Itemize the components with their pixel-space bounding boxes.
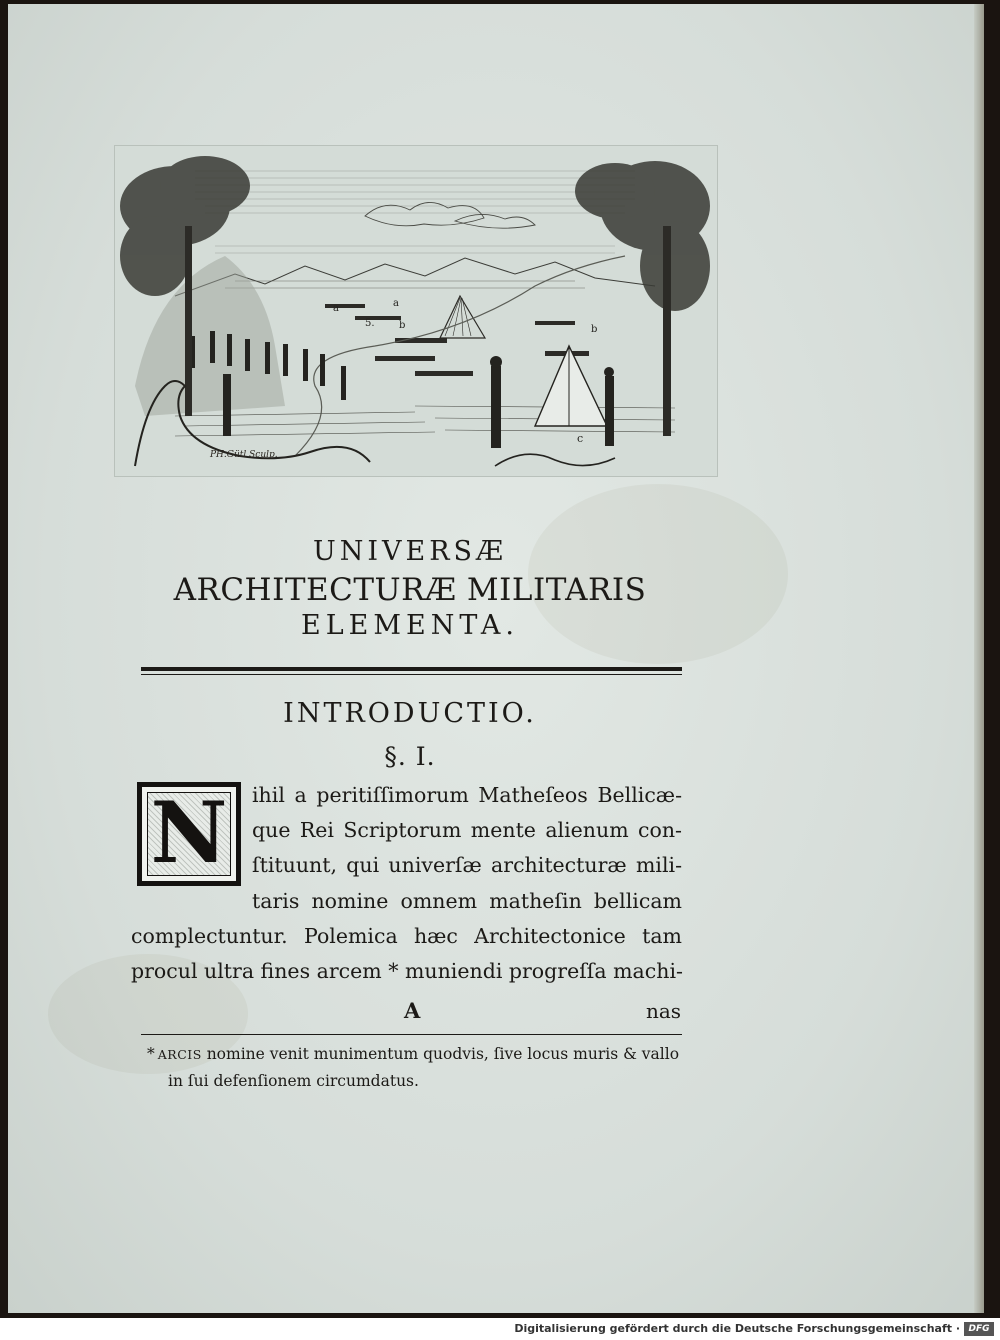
footnote-line-1-text: nomine venit munimentum quodvis, ſive locus muris & vallo [201, 1045, 680, 1063]
svg-text:b: b [399, 320, 406, 331]
body-line: procul ultra fines arcem * muniendi progreſſa machi- [131, 959, 683, 983]
title-line-1: UNIVERSÆ [312, 536, 508, 567]
svg-text:a: a [393, 298, 399, 309]
title-rule-thick [141, 667, 682, 671]
initial-letter: N [150, 783, 228, 882]
title-rule-thin [141, 674, 682, 675]
footer-bar [0, 1318, 1000, 1340]
body-line: taris nomine omnem matheſin bellicam [252, 889, 682, 913]
svg-text:a: a [333, 303, 339, 314]
section-number: §. I. [384, 742, 436, 771]
catchword: nas [646, 999, 682, 1023]
dfg-logo: DFG [964, 1322, 994, 1336]
body-line: ſtituunt, qui univerſæ architecturæ mili- [252, 853, 682, 877]
footnote-line-1 [147, 1045, 679, 1063]
title-line-2: ARCHITECTURÆ MILITARIS [173, 572, 647, 608]
footnote-marker: * [147, 1045, 155, 1063]
body-line: complectuntur. Polemica hæc Architectonice tam [131, 924, 682, 948]
introduction-heading: INTRODUCTIO. [283, 698, 537, 729]
engraving-drawing [115, 146, 717, 476]
svg-text:5.: 5. [365, 318, 375, 329]
footnote-smallcaps: ARCIS [157, 1047, 202, 1062]
svg-text:b: b [591, 324, 598, 335]
engraving-illustration [114, 145, 718, 477]
body-line: ihil a peritiſſimorum Matheſeos Bellicæ- [252, 783, 682, 807]
title-line-3: ELEMENTA. [301, 610, 519, 641]
funding-notice: Digitalisierung gefördert durch die Deutsche Forschungsgemeinschaft · [514, 1322, 960, 1335]
footnote-rule [141, 1034, 682, 1035]
footnote-line-2: in ſui defenſionem circumdatus. [168, 1072, 419, 1090]
body-line: que Rei Scriptorum mente alienum con- [252, 818, 682, 842]
signature-mark: A [404, 998, 421, 1023]
decorated-initial [137, 782, 241, 886]
engraving-label-c: c [577, 432, 584, 445]
engraver-signature: PH.Gütl Sculp. [210, 450, 278, 460]
page-edge [974, 4, 984, 1313]
